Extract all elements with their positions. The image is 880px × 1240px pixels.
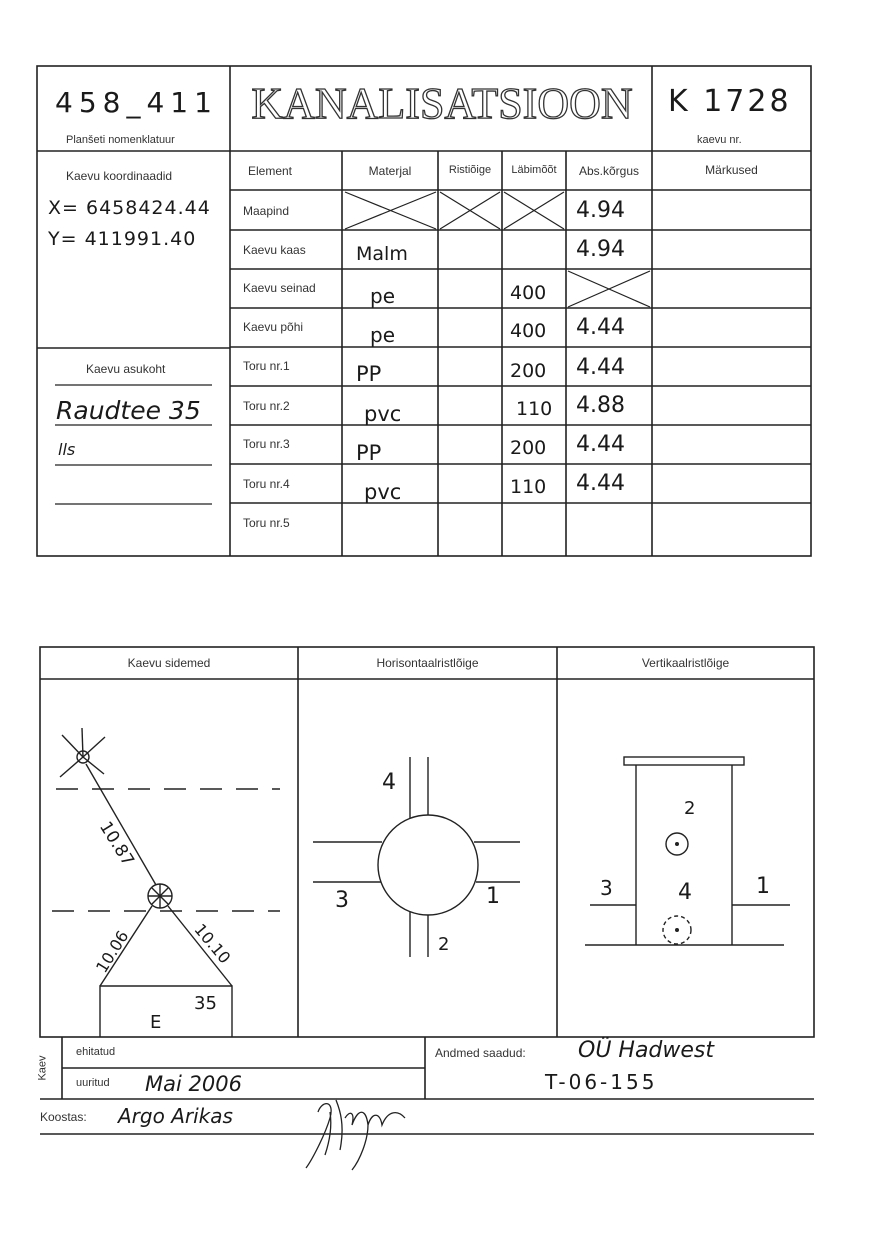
row-diameter: 400 [510, 282, 547, 304]
pipe-label: 3 [600, 876, 613, 900]
data-value-company: OÜ Hadwest [578, 1038, 715, 1063]
page-title: KANALISATSIOON [251, 79, 633, 128]
row-element: Toru nr.1 [243, 359, 290, 373]
pipe-label: 4 [678, 880, 692, 905]
horizontal-sketch [313, 757, 520, 957]
side-label: Kaev [36, 1055, 49, 1081]
col-header-cross-section: Ristiõige [448, 164, 492, 176]
coordinate-y: Y= 411991.40 [48, 228, 197, 250]
row-element: Kaevu kaas [243, 243, 306, 257]
pipe-label: 2 [438, 934, 450, 955]
row-material: pe [370, 284, 395, 308]
data-value-code: T-06-155 [545, 1070, 658, 1094]
links-sketch [52, 728, 280, 1037]
coordinates-label: Kaevu koordinaadid [66, 169, 173, 183]
vertical-sketch [585, 757, 790, 945]
row-element: Toru nr.4 [243, 477, 290, 491]
row-element: Toru nr.3 [243, 437, 290, 451]
distance-label: 10.06 [92, 927, 133, 977]
row-elevation: 4.44 [576, 471, 625, 496]
col-header-elevation: Abs.kõrgus [578, 164, 640, 178]
row-diameter: 200 [510, 437, 547, 459]
plan-number: 458_411 [55, 86, 218, 119]
vertical-title: Vertikaalristlõige [641, 656, 730, 670]
col-header-material: Materjal [368, 164, 412, 178]
row-material: PP [356, 441, 382, 465]
building-letter: E [150, 1012, 162, 1033]
row-element: Toru nr.5 [243, 516, 290, 530]
plan-label: Planšeti nomenklatuur [66, 134, 175, 146]
col-header-diameter: Läbimõõt [511, 164, 557, 176]
compiled-value: Argo Arikas [118, 1104, 233, 1128]
building-number: 35 [194, 993, 217, 1014]
signature-scribble [306, 1100, 405, 1170]
row-elevation: 4.44 [576, 355, 625, 380]
location-label: Kaevu asukoht [86, 362, 166, 376]
pipe-label: 1 [756, 874, 770, 899]
row-element: Kaevu seinad [243, 281, 316, 295]
row-diameter: 400 [510, 320, 547, 342]
data-label: Andmed saadud: [435, 1046, 526, 1060]
row-elevation: 4.44 [576, 315, 625, 340]
distance-label: 10.87 [95, 818, 138, 870]
pipe-label: 1 [486, 884, 500, 909]
distance-label: 10.10 [190, 920, 235, 968]
col-header-element: Element [247, 164, 293, 178]
row-material: pvc [364, 480, 402, 504]
row-elevation: 4.94 [576, 237, 625, 262]
row-material: PP [356, 362, 382, 386]
row-element: Maapind [243, 204, 290, 218]
pipe-label: 2 [684, 798, 696, 819]
row-diameter: 110 [510, 476, 547, 498]
row-material: pe [370, 323, 395, 347]
row-material: Malm [356, 243, 408, 265]
horizontal-title: Horisontaalristlõige [376, 656, 479, 670]
row-diameter: 110 [516, 398, 553, 420]
pipe-label: 3 [335, 888, 349, 913]
coordinate-x: X= 6458424.44 [48, 197, 211, 219]
well-label: kaevu nr. [697, 134, 742, 146]
links-title: Kaevu sidemed [127, 656, 211, 670]
row-element: Kaevu põhi [243, 320, 304, 334]
row-elevation: 4.94 [576, 198, 625, 223]
row-element: Toru nr.2 [243, 399, 290, 413]
row-material: pvc [364, 402, 402, 426]
well-number: K 1728 [668, 84, 792, 119]
row-elevation: 4.44 [576, 432, 625, 457]
surveyed-label: uuritud [76, 1077, 110, 1089]
row-elevation: 4.88 [576, 393, 625, 418]
built-label: ehitatud [76, 1046, 116, 1058]
col-header-remarks: Märkused [705, 163, 758, 177]
surveyed-value: Mai 2006 [145, 1072, 242, 1096]
location-line2: lls [58, 440, 76, 459]
compiled-label: Koostas: [40, 1110, 87, 1124]
pipe-label: 4 [382, 770, 396, 795]
location-line1: Raudtee 35 [56, 396, 201, 425]
row-diameter: 200 [510, 360, 547, 382]
